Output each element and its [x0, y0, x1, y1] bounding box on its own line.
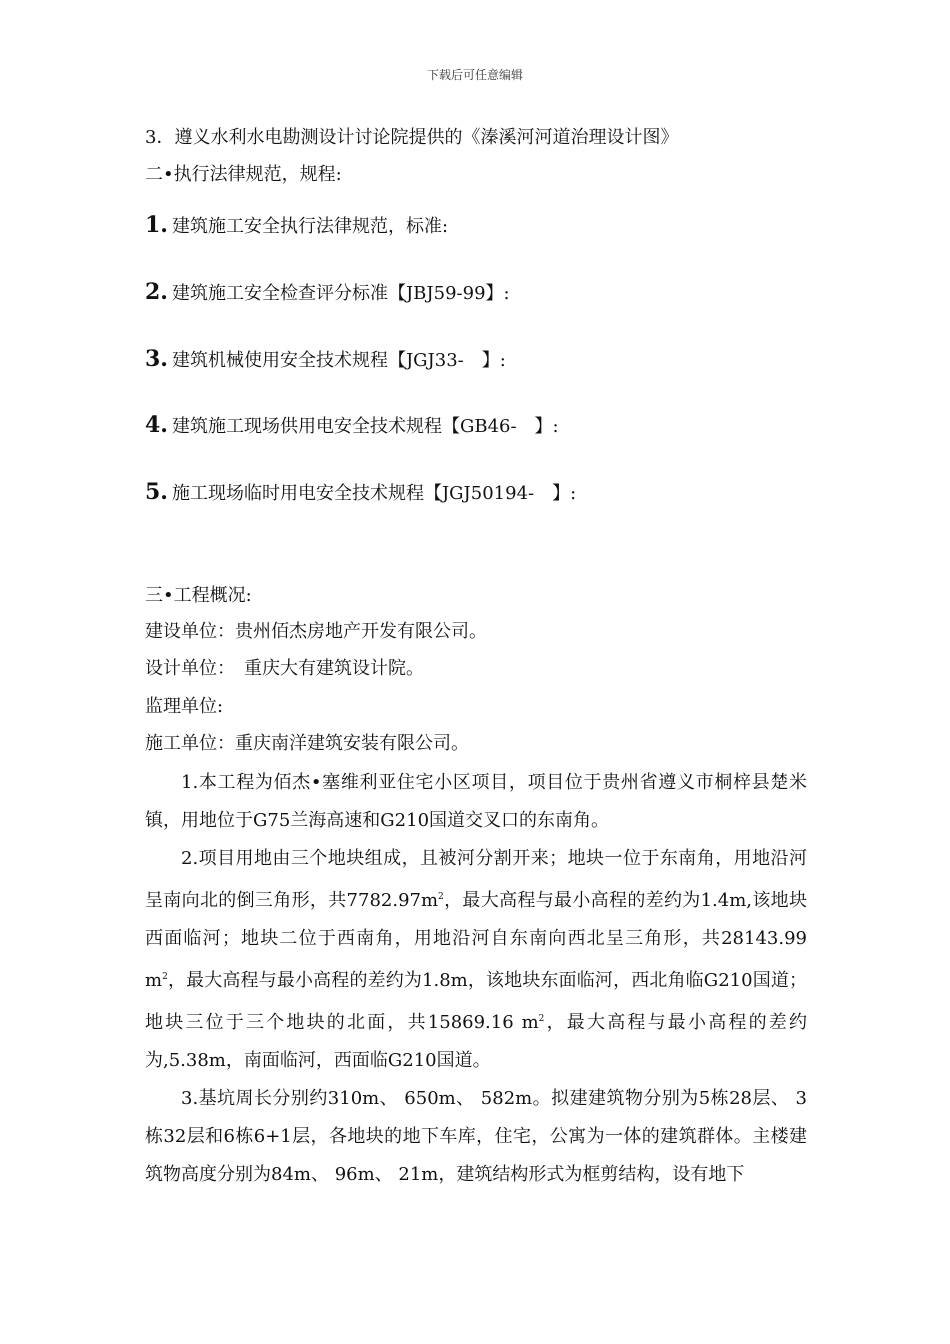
paragraph-2: 2.项目用地由三个地块组成，且被河分割开来；地块一位于东南角，用地沿河呈南向北的倒三角形，共$7782.97m^2$，最大高程与最小高程的差约为1.4m,该地块西面临河；地块二位于西南角，用地沿河自东南向西北呈三角形，共28143.99 $m^2$，最大高程与最小高程的差约为1.8m，该地块东面临河，西北角临G210国道；地块三位于三个地块的北面，共15869.16 $m^2$，最大高程与最小高程的差约为,5.38m，南面临河，西面临G210国道。: [145, 848, 807, 1071]
law-item-1: [145, 213, 448, 239]
reference-item-3: 3．遵义水利水电勘测设计讨论院提供的《溱溪河河道治理设计图》: [145, 127, 679, 148]
law-item-2-number: 2.: [145, 279, 168, 305]
section-2-heading: 二•执行法律规范，规程:: [145, 164, 342, 185]
law-item-1-text: 建筑施工安全执行法律规范，标准:: [171, 216, 449, 237]
law-item-4-text: 建筑施工现场供用电安全技术规程【GB46- 】:: [171, 416, 559, 437]
law-item-1-number: 1.: [145, 212, 168, 238]
section-3-heading: 三•工程概况:: [145, 585, 252, 606]
paragraph-3: 3.基坑周长分别约310m、 650m、 582m。拟建建筑物分别为5栋28层、 3栋32层和6栋6+1层，各地块的地下车库，住宅，公寓为一体的建筑群体。主楼建筑物高度分别为84m、 96m、 21m，建筑结构形式为框剪结构，设有地下: [145, 1088, 807, 1185]
paragraph-1: 1.本工程为佰杰•塞维利亚住宅小区项目，项目位于贵州省遵义市桐梓县楚米镇，用地位于G75兰海高速和G210国道交叉口的东南角。: [145, 772, 807, 831]
law-item-2-text: 建筑施工安全检查评分标准【JBJ59-99】:: [171, 283, 510, 304]
law-item-5-number: 5.: [145, 479, 168, 505]
law-item-4-number: 4.: [145, 412, 168, 438]
law-item-2: [145, 280, 510, 306]
overview-body: [145, 764, 807, 1194]
contractor-line: 施工单位：重庆南洋建筑安装有限公司。: [145, 733, 469, 754]
law-item-3: [145, 347, 506, 373]
law-item-3-text: 建筑机械使用安全技术规程【JGJ33- 】:: [171, 350, 506, 371]
owner-line: 建设单位：贵州佰杰房地产开发有限公司。: [145, 621, 487, 642]
supervisor-line: 监理单位:: [145, 696, 224, 717]
law-item-3-number: 3.: [145, 346, 168, 372]
designer-line: 设计单位： 重庆大有建筑设计院。: [145, 658, 424, 679]
page-header: 下载后可任意编辑: [426, 68, 523, 82]
law-item-4: [145, 413, 559, 439]
law-item-5: [145, 480, 576, 506]
law-item-5-text: 施工现场临时用电安全技术规程【JGJ50194- 】:: [171, 483, 577, 504]
